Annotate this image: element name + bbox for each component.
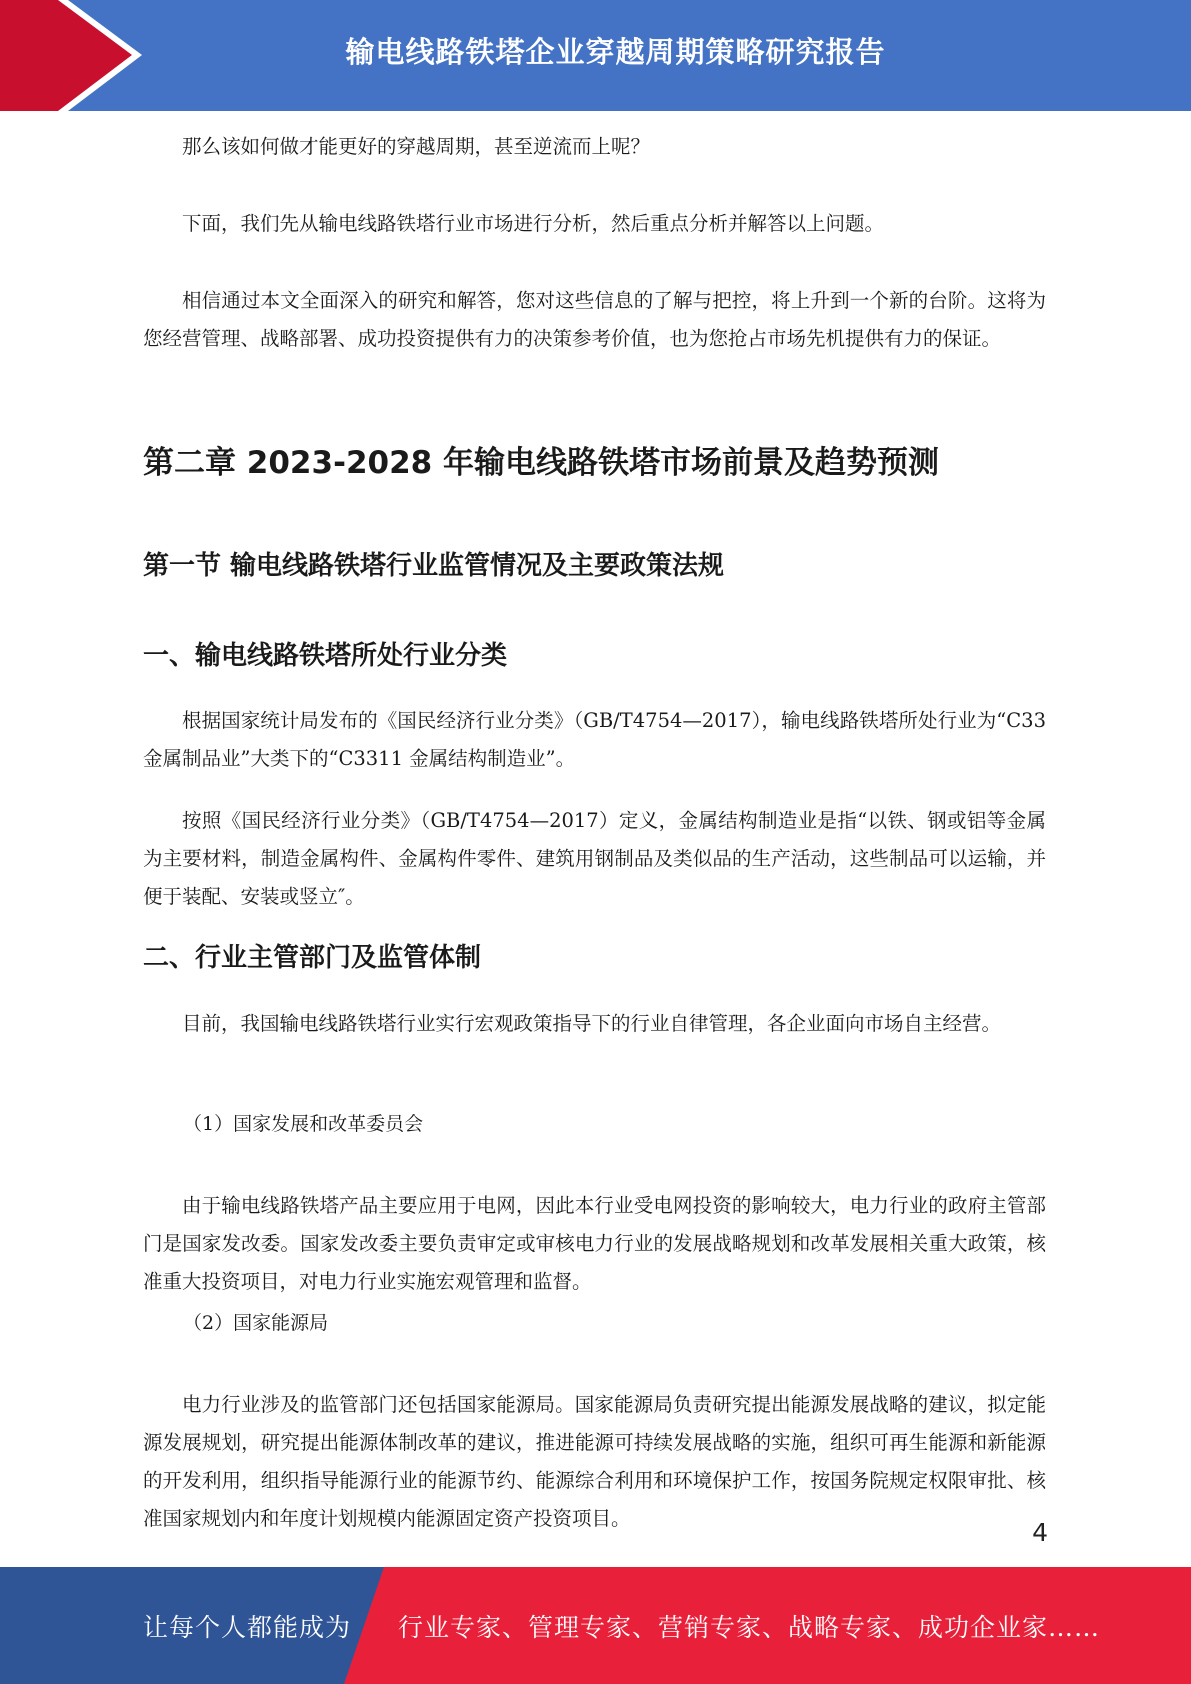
page-footer	[0, 1567, 1191, 1684]
section-title: 第一节 输电线路铁塔行业监管情况及主要政策法规	[143, 551, 725, 581]
chapter-title: 第二章 2023-2028 年输电线路铁塔市场前景及趋势预测	[143, 445, 940, 481]
paragraph-1: 那么该如何做才能更好的穿越周期，甚至逆流而上呢？	[182, 135, 651, 158]
paragraph-5: 按照《国民经济行业分类》（GB/T4754—2017）定义，金属结构制造业是指“以铁、钢或铝等金属为主要材料，制造金属构件、金属构件零件、建筑用钢制品及类似品的生产活动，这些制品可以运输，并便于装配、安装或竖立″。	[143, 809, 1046, 908]
subsection-2-title: 二、行业主管部门及监管体制	[143, 943, 482, 973]
list-item-2: （2）国家能源局	[183, 1312, 329, 1334]
document-title: 输电线路铁塔企业穿越周期策略研究报告	[345, 34, 886, 69]
paragraph-6: 目前，我国输电线路铁塔行业实行宏观政策指导下的行业自律管理，各企业面向市场自主经营。	[182, 1012, 1002, 1035]
list-item-1: （1）国家发展和改革委员会	[183, 1113, 424, 1135]
footer-slogan-left: 让每个人都能成为	[143, 1612, 352, 1642]
paragraph-7: 由于输电线路铁塔产品主要应用于电网，因此本行业受电网投资的影响较大，电力行业的政府主管部门是国家发改委。国家发改委主要负责审定或审核电力行业的发展战略规划和改革发展相关重大政策，核准重大投资项目，对电力行业实施宏观管理和监督。	[143, 1194, 1046, 1293]
page-header	[0, 0, 1191, 111]
footer-slogan-right: 行业专家、管理专家、营销专家、战略专家、成功企业家……	[398, 1612, 1101, 1642]
subsection-1-title: 一、输电线路铁塔所处行业分类	[143, 641, 508, 671]
paragraph-8: 电力行业涉及的监管部门还包括国家能源局。国家能源局负责研究提出能源发展战略的建议，拟定能源发展规划，研究提出能源体制改革的建议，推进能源可持续发展战略的实施，组织可再生能源和新能源的开发利用，组织指导能源行业的能源节约、能源综合利用和环境保护工作，按国务院规定权限审批、核准国家规划内和年度计划规模内能源固定资产投资项目。	[143, 1393, 1046, 1530]
paragraph-2: 下面，我们先从输电线路铁塔行业市场进行分析，然后重点分析并解答以上问题。	[182, 212, 885, 235]
paragraph-3: 相信通过本文全面深入的研究和解答，您对这些信息的了解与把控，将上升到一个新的台阶。这将为您经营管理、战略部署、成功投资提供有力的决策参考价值，也为您抢占市场先机提供有力的保证。	[143, 289, 1046, 350]
paragraph-4: 根据国家统计局发布的《国民经济行业分类》（GB/T4754—2017），输电线路铁塔所处行业为“C33 金属制品业”大类下的“C3311 金属结构制造业”。	[143, 709, 1046, 770]
page-number: 4	[1032, 1518, 1048, 1547]
